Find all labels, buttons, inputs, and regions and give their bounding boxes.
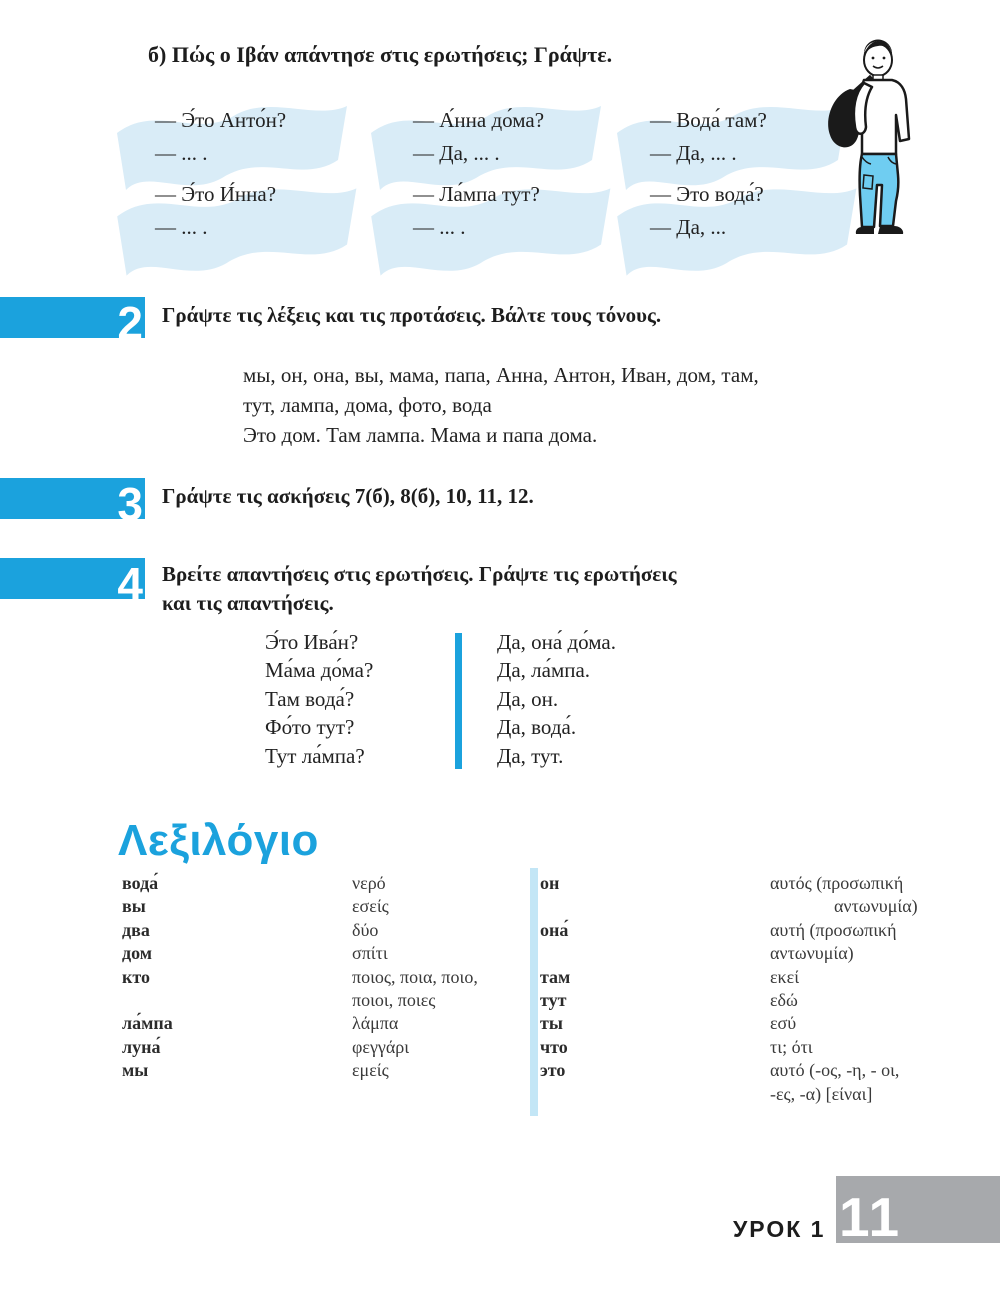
section-4-title-line2: και τις απαντήσεις. (162, 591, 334, 615)
vocab-gloss: σπίτι (352, 943, 388, 964)
match-question: Фо́то тут? (265, 715, 355, 740)
dialogue-answer: — Да, ... . (650, 141, 737, 165)
vocab-gloss: αυτό (-ος, -η, - οι, (770, 1060, 900, 1081)
vocab-divider (530, 868, 538, 1116)
vocab-gloss: εδώ (770, 989, 798, 1010)
match-question: Ма́ма до́ма? (265, 658, 374, 683)
exercise-b-title: б) Πώς ο Ιβάν απάντησε στις ερωτήσεις; Γράψτε. (148, 42, 613, 67)
vocab-word: дом (122, 943, 153, 964)
word-list-line: тут, лампа, дома, фото, вода (243, 393, 492, 417)
match-answer: Да, тут. (497, 743, 564, 768)
match-divider (455, 633, 462, 769)
vocab-word: она́ (540, 919, 569, 940)
page-number-block (836, 1176, 1000, 1248)
vocab-gloss: ποιοι, ποιες (352, 989, 436, 1010)
vocab-word: там (540, 966, 571, 987)
vocab-gloss: ποιος, ποια, ποιο, (352, 966, 478, 987)
vocabulary-title: Λεξιλόγιο (118, 816, 319, 865)
vocab-word: вода́ (122, 873, 159, 893)
match-question: Там вода́? (265, 686, 355, 711)
vocab-gloss: αντωνυμία) (770, 943, 854, 964)
match-answer: Да, он. (497, 686, 559, 711)
vocab-word: это (540, 1060, 566, 1081)
word-list (243, 360, 759, 450)
dialogue-answer: — ... . (155, 141, 208, 165)
section-2-number: 2 (117, 297, 143, 349)
section-4-number: 4 (117, 558, 143, 610)
match-answer: Да, она́ до́ма. (497, 630, 616, 654)
dialogue-answer: — ... . (413, 215, 466, 239)
vocab-word (540, 1083, 570, 1106)
dialogue-answer: — Да, ... . (413, 141, 500, 165)
vocab-right-greek (770, 872, 918, 1106)
vocab-word: тут (540, 989, 567, 1010)
dialogue-cell (155, 104, 286, 170)
vocab-word: он (540, 873, 560, 893)
dialogue-question: — Э́то Анто́н? (155, 108, 287, 132)
section-2-bar (0, 297, 145, 349)
dialogue-question: — Это вода́? (650, 182, 764, 206)
vocab-word (122, 989, 173, 1012)
vocab-gloss: εσείς (352, 896, 389, 917)
vocab-gloss: δύο (352, 919, 379, 940)
dialogue-question: — Ла́мпа тут? (413, 182, 540, 206)
vocab-gloss: τι; ότι (770, 1036, 813, 1057)
vocab-gloss: αυτός (προσωπική (770, 873, 904, 893)
dialogue-cell (650, 178, 764, 244)
dialogue-question: — Вода́ там? (650, 108, 767, 132)
dialogue-question: — А́нна до́ма? (413, 108, 545, 132)
section-4-title (162, 560, 802, 618)
section-3-number: 3 (117, 478, 143, 530)
vocab-left-russian (122, 872, 173, 1083)
match-answers (497, 628, 616, 770)
dialogue-cell (155, 178, 276, 244)
match-answer: Да, ла́мпа. (497, 658, 591, 683)
match-answer: Да, вода́. (497, 715, 577, 740)
dialogue-answer: — Да, ... (650, 215, 727, 239)
dialogue-cell (413, 178, 540, 244)
vocab-left-greek (352, 872, 478, 1083)
vocab-word: два (122, 919, 150, 940)
section-2-title: Γράψτε τις λέξεις και τις προτάσεις. Βάλτε τους τόνους. (162, 303, 662, 327)
dialogue-answer: — ... . (155, 215, 208, 239)
vocab-gloss: αντωνυμία) (834, 896, 918, 917)
dialogue-cell (650, 104, 767, 170)
vocab-word: луна́ (122, 1036, 161, 1057)
vocab-word (540, 942, 570, 965)
word-list-line: мы, он, она, вы, мама, папа, Анна, Антон, Иван, дом, там, (243, 363, 759, 387)
match-question: Тут ла́мпа? (265, 743, 365, 768)
vocab-gloss: λάμπα (352, 1013, 399, 1034)
man-with-shoulder-bag-icon (820, 35, 920, 235)
section-3-title: Γράψτε τις ασκήσεις 7(б), 8(б), 10, 11, 12. (162, 484, 534, 508)
lesson-label: УРОК 1 (733, 1216, 826, 1242)
section-3-bar (0, 478, 145, 530)
match-questions (265, 628, 373, 770)
vocab-word: ла́мпа (122, 1013, 173, 1034)
dialogue-question: — Э́то И́нна? (155, 182, 277, 206)
vocab-word: ты (540, 1013, 563, 1034)
section-4-title-line1: Βρείτε απαντήσεις στις ερωτήσεις. Γράψτε τις ερωτήσεις (162, 562, 677, 586)
vocab-gloss: εμείς (352, 1060, 389, 1081)
vocab-gloss: αυτή (προσωπική (770, 919, 897, 940)
vocab-gloss: φεγγάρι (352, 1036, 410, 1057)
page-number: 11 (839, 1186, 902, 1248)
vocab-gloss: εσύ (770, 1013, 797, 1034)
vocab-word: вы (122, 896, 146, 917)
vocab-gloss: εκεί (770, 966, 800, 987)
match-question: Э́то Ива́н? (265, 630, 359, 654)
vocab-word (540, 895, 570, 918)
vocab-word: мы (122, 1060, 149, 1081)
vocab-word: что (540, 1036, 568, 1057)
section-4-bar (0, 558, 145, 610)
vocab-right-russian (540, 872, 570, 1106)
vocab-word: кто (122, 966, 150, 987)
vocab-gloss: νερό (352, 873, 386, 893)
vocab-gloss: -ες, -α) [είναι] (770, 1083, 873, 1104)
word-list-line: Это дом. Там лампа. Мама и папа дома. (243, 423, 598, 447)
dialogue-cell (413, 104, 544, 170)
